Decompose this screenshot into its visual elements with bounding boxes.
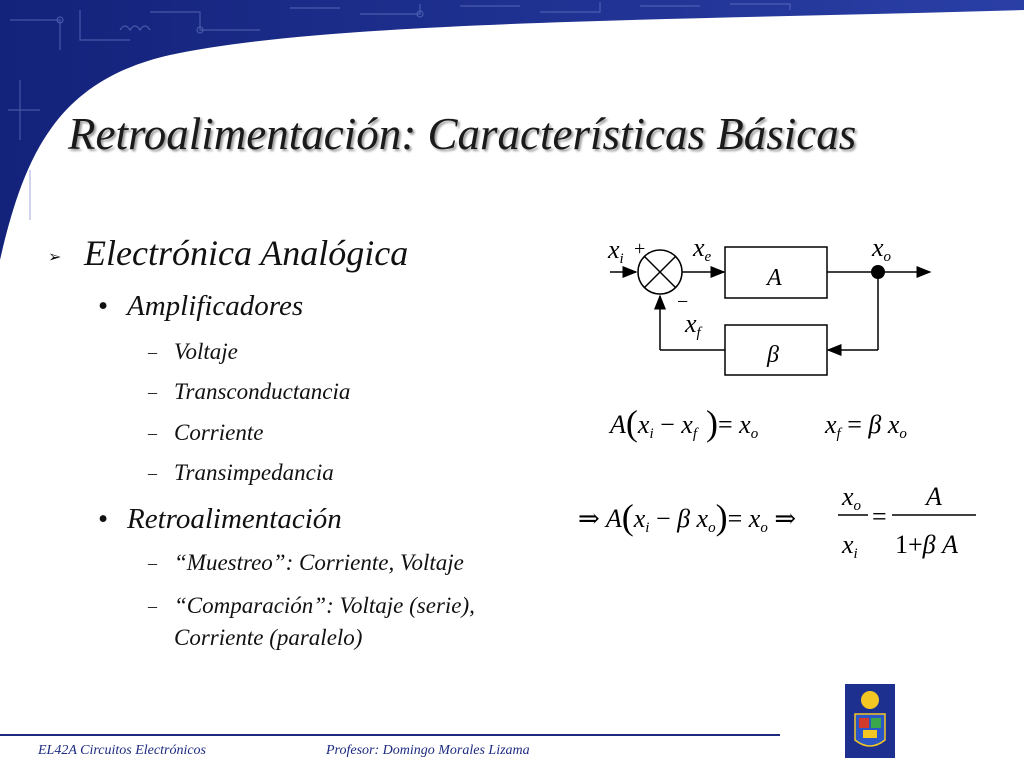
equations — [570, 395, 1000, 575]
subbullet-label: Retroalimentación — [127, 503, 342, 535]
dash-icon: – — [148, 553, 157, 573]
svg-text:+: + — [634, 238, 646, 260]
footer-course: EL42A Circuitos Electrónicos — [38, 743, 206, 758]
dash-icon: – — [148, 382, 157, 402]
svg-text:=: = — [872, 502, 887, 531]
subbullet-label: Amplificadores — [127, 290, 304, 322]
pickoff-node — [871, 265, 885, 279]
equation-3: ⇒ A(xi − β xo)= xo ⇒ — [578, 497, 797, 537]
dash-icon: – — [148, 596, 157, 616]
bullet-dot-icon: • — [98, 503, 109, 535]
equation-2: xf = β xo — [825, 410, 907, 442]
svg-text:xo: xo — [872, 233, 892, 265]
bullet-dot-icon: • — [98, 290, 109, 322]
svg-text:A: A — [926, 482, 942, 511]
svg-text:xi: xi — [842, 530, 858, 562]
arrow-bullet-icon: ➢ — [48, 249, 62, 266]
equation-1: A(xi − xf )= xo — [610, 403, 759, 443]
dash-icon: – — [148, 423, 157, 443]
dash-icon: – — [148, 463, 157, 483]
svg-text:−: − — [677, 291, 689, 313]
footer-professor: Profesor: Domingo Morales Lizama — [326, 743, 530, 758]
dash-icon: – — [148, 342, 157, 362]
feedback-block-diagram — [600, 228, 960, 388]
svg-text:β: β — [767, 342, 779, 368]
svg-text:xo: xo — [842, 482, 862, 514]
svg-text:xf: xf — [685, 309, 701, 341]
bullet-label: Electrónica Analógica — [84, 233, 409, 273]
university-seal-logo — [845, 684, 895, 758]
svg-text:xi: xi — [608, 235, 624, 267]
slide-title: Retroalimentación: Características Básicas — [68, 109, 857, 159]
svg-text:1+β A: 1+β A — [895, 530, 959, 559]
svg-text:A: A — [767, 265, 782, 291]
svg-text:xe: xe — [693, 233, 712, 265]
